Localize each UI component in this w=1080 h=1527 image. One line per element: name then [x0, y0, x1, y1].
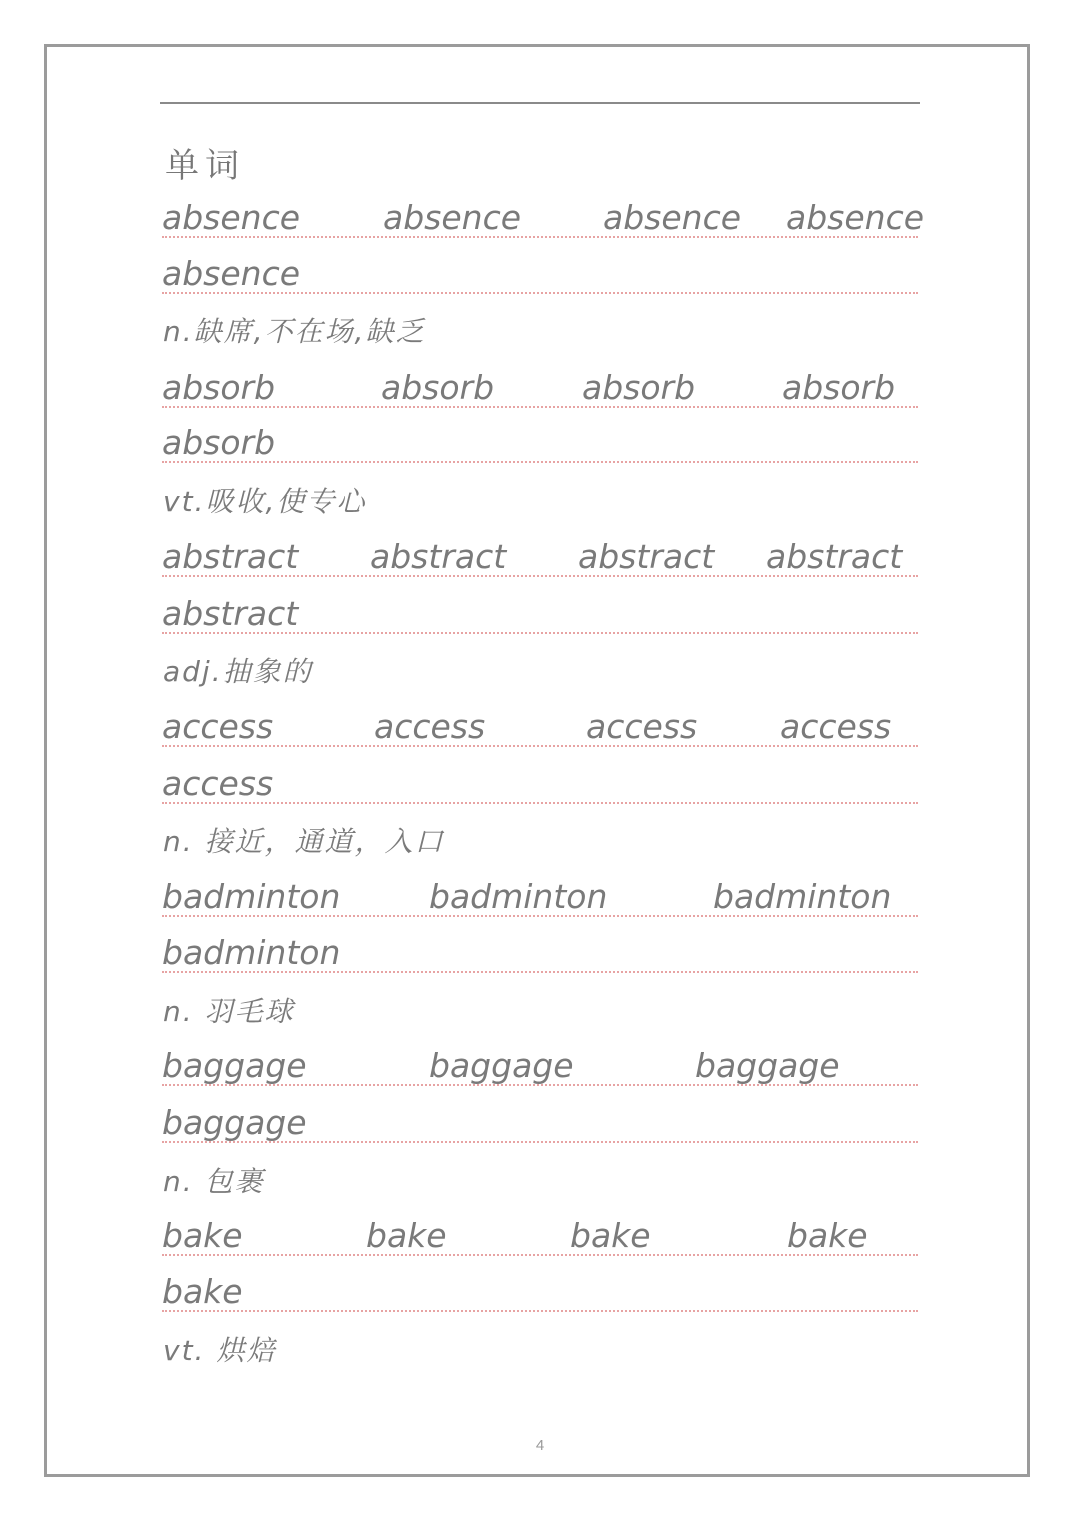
section-heading: 单词	[165, 146, 245, 186]
practice-line	[162, 415, 918, 463]
practice-line	[162, 699, 918, 747]
practice-line	[162, 756, 918, 804]
practice-word: abstract	[766, 537, 903, 576]
practice-line	[162, 869, 918, 917]
practice-line	[162, 1095, 918, 1143]
word-meaning: vt.吸收,使专心	[163, 485, 367, 518]
practice-line	[162, 360, 918, 408]
practice-word: baggage	[162, 1103, 307, 1142]
practice-word: absence	[786, 198, 925, 237]
practice-word: access	[374, 707, 486, 746]
word-meaning: n. 接近，通道，入口	[163, 825, 445, 858]
practice-line	[162, 246, 918, 294]
practice-word: abstract	[162, 594, 299, 633]
practice-word: badminton	[162, 877, 341, 916]
practice-word: absence	[162, 254, 301, 293]
word-meaning: n.缺席,不在场,缺乏	[163, 315, 426, 348]
practice-word: absorb	[582, 368, 696, 407]
practice-word: abstract	[578, 537, 715, 576]
practice-word: baggage	[429, 1046, 574, 1085]
practice-word: absorb	[162, 368, 276, 407]
word-meaning: n. 羽毛球	[163, 995, 295, 1028]
practice-word: baggage	[162, 1046, 307, 1085]
practice-line	[162, 586, 918, 634]
practice-word: access	[586, 707, 698, 746]
practice-word: access	[162, 764, 274, 803]
practice-word: badminton	[162, 933, 341, 972]
word-meaning: adj.抽象的	[163, 655, 313, 688]
practice-word: absence	[383, 198, 522, 237]
practice-line	[162, 1038, 918, 1086]
practice-word: access	[780, 707, 892, 746]
practice-word: bake	[787, 1216, 868, 1255]
practice-word: absence	[603, 198, 742, 237]
practice-word: badminton	[713, 877, 892, 916]
practice-word: baggage	[695, 1046, 840, 1085]
practice-word: abstract	[370, 537, 507, 576]
practice-word: bake	[570, 1216, 651, 1255]
word-meaning: n. 包裹	[163, 1165, 265, 1198]
practice-line	[162, 190, 925, 238]
word-meaning: vt. 烘焙	[163, 1334, 277, 1367]
practice-line	[162, 1264, 918, 1312]
practice-word: absorb	[782, 368, 896, 407]
practice-word: bake	[366, 1216, 447, 1255]
practice-word: access	[162, 707, 274, 746]
practice-line	[162, 529, 918, 577]
practice-word: absence	[162, 198, 301, 237]
practice-word: badminton	[429, 877, 608, 916]
practice-line	[162, 925, 918, 973]
practice-word: absorb	[381, 368, 495, 407]
practice-word: absorb	[162, 423, 276, 462]
page-number: 4	[535, 1437, 545, 1454]
practice-word: bake	[162, 1272, 243, 1311]
practice-word: abstract	[162, 537, 299, 576]
practice-word: bake	[162, 1216, 243, 1255]
practice-line	[162, 1208, 918, 1256]
top-divider	[160, 102, 920, 104]
